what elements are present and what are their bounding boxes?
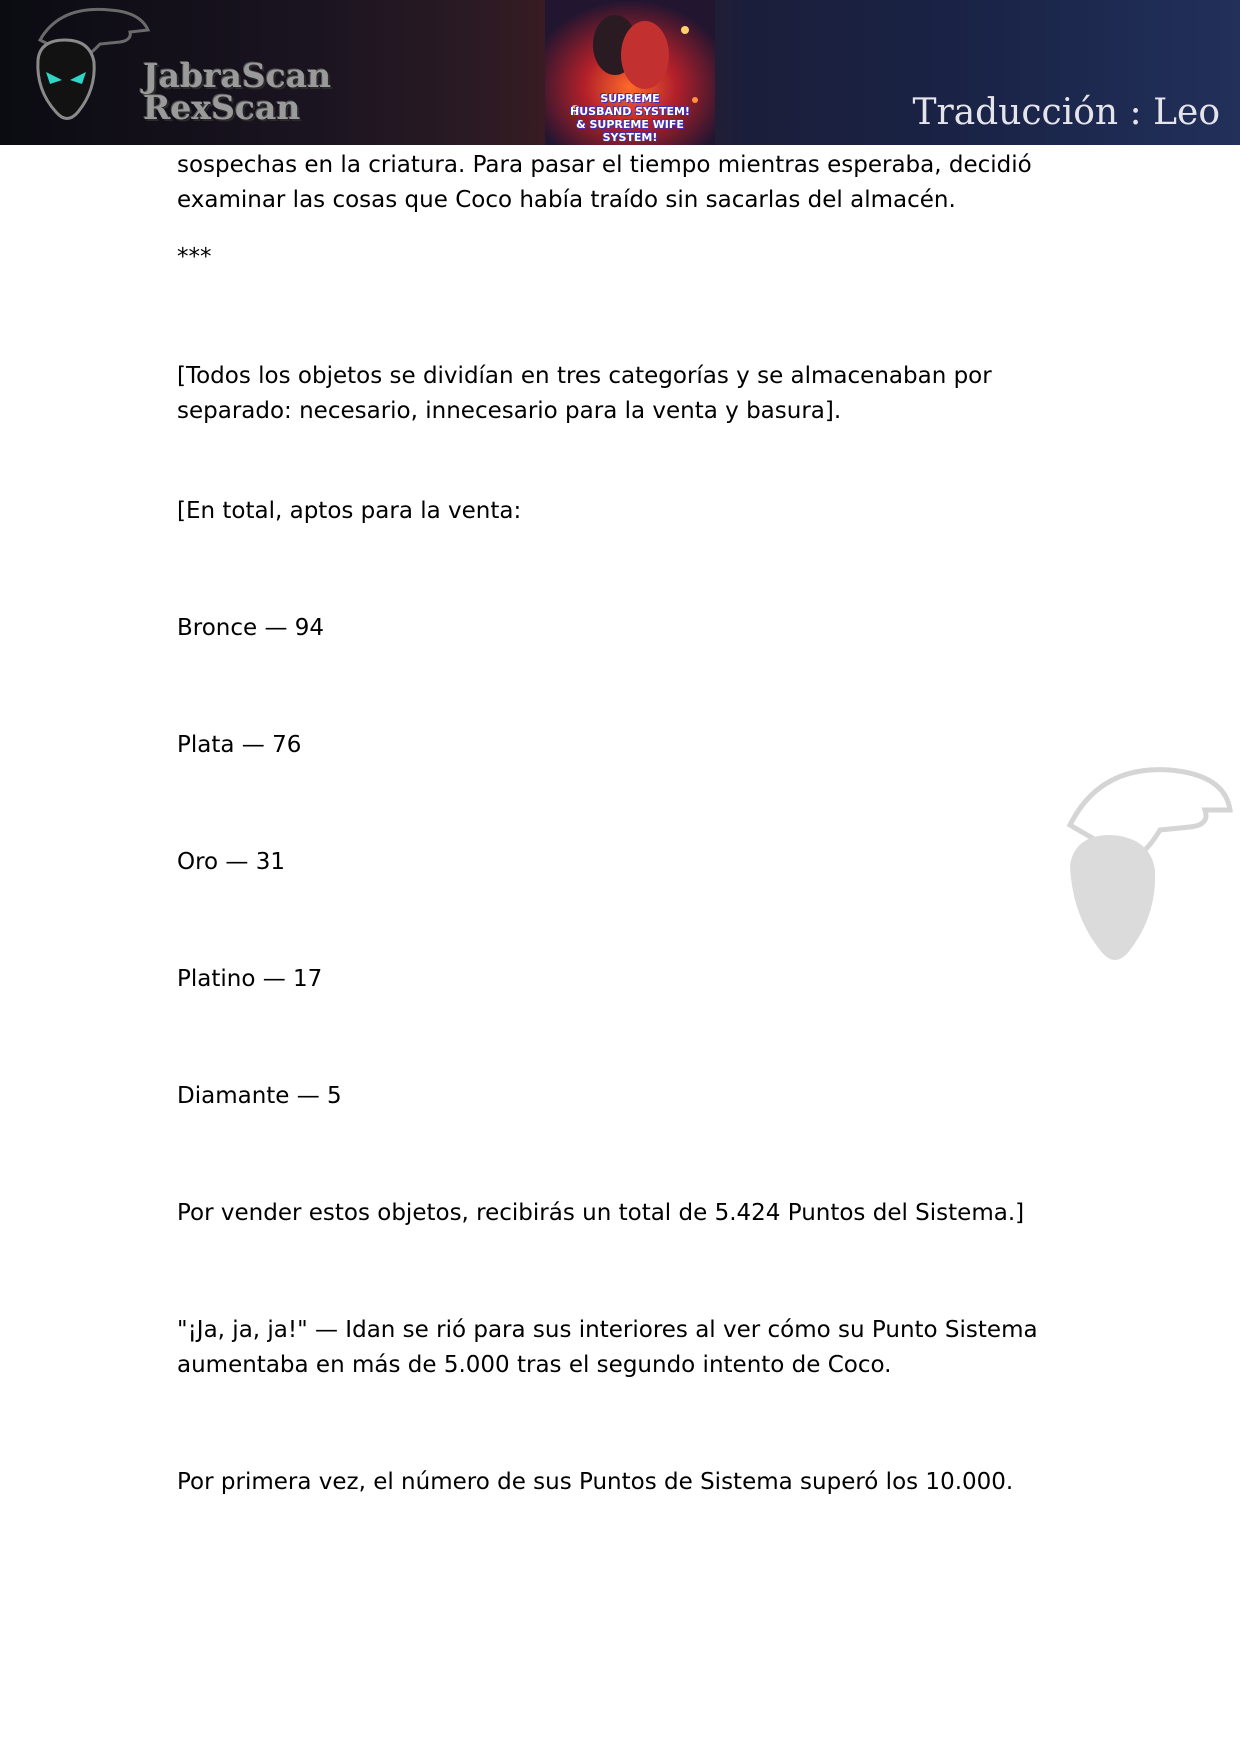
- paragraph: [En total, aptos para la venta:: [177, 498, 522, 524]
- translator-credit: Traducción : Leo: [912, 92, 1220, 133]
- list-item: Plata — 76: [177, 732, 302, 758]
- list-item: Diamante — 5: [177, 1083, 342, 1109]
- dinosaur-watermark-icon: [1060, 755, 1240, 995]
- brand-name: [143, 56, 332, 127]
- text-line: "¡Ja, ja, ja!" — Idan se rió para sus interiores al ver cómo su Punto Sistema: [177, 1317, 1038, 1343]
- paragraph: Por vender estos objetos, recibirás un total de 5.424 Puntos del Sistema.]: [177, 1200, 1025, 1226]
- paragraph: [177, 1313, 1077, 1383]
- scene-separator: ***: [177, 244, 212, 270]
- paragraph: Por primera vez, el número de sus Puntos de Sistema superó los 10.000.: [177, 1469, 1014, 1495]
- text-line: examinar las cosas que Coco había traído sin sacarlas del almacén.: [177, 187, 956, 213]
- paragraph: [177, 148, 1077, 218]
- cover-title: SUPREME HUSBAND SYSTEM! & SUPREME WIFE SYSTEM!: [570, 92, 690, 144]
- brand-line-1: JabraScan: [143, 56, 332, 95]
- paragraph: [177, 359, 1077, 429]
- header-banner: [0, 0, 1240, 145]
- brand-line-2: RexScan: [143, 88, 301, 127]
- text-line: separado: necesario, innecesario para la venta y basura].: [177, 398, 842, 424]
- dinosaur-mascot-logo-icon: [20, 0, 160, 145]
- text-line: [Todos los objetos se dividían en tres categorías y se almacenaban por: [177, 363, 992, 389]
- list-item: Platino — 17: [177, 966, 323, 992]
- list-item: Oro — 31: [177, 849, 286, 875]
- list-item: Bronce — 94: [177, 615, 325, 641]
- text-line: sospechas en la criatura. Para pasar el tiempo mientras esperaba, decidió: [177, 152, 1032, 178]
- text-line: aumentaba en más de 5.000 tras el segundo intento de Coco.: [177, 1352, 892, 1378]
